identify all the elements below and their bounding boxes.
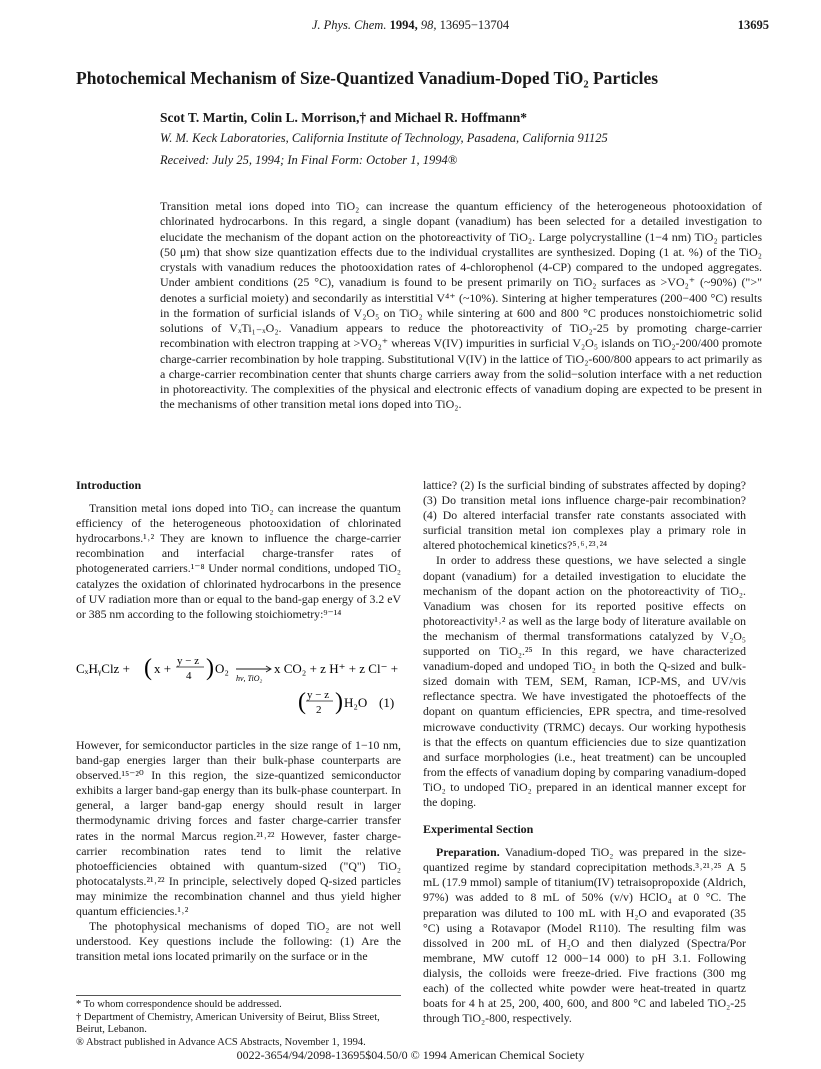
right-column <box>423 478 746 1026</box>
intro-paragraph-3: The photophysical mechanisms of doped TiO₂ are not well understood. Key questions include the following: (1) Are the transition metal ions located primarily on the surface or in the <box>76 919 401 964</box>
footnote-abstract-published: ® Abstract published in Advance ACS Abstracts, November 1, 1994. <box>76 1036 366 1048</box>
eq-h2o: H₂O <box>344 695 368 710</box>
left-column-lower <box>76 738 401 964</box>
page-number: 13695 <box>737 18 769 32</box>
eq-paren-open: ( <box>144 655 152 681</box>
copyright-footer: 0022-3654/94/2098-13695$04.50/0 © 1994 American Chemical Society <box>236 1048 585 1062</box>
eq-reactant: CₓHᵧClz + <box>76 661 130 676</box>
intro-paragraph-2: However, for semiconductor particles in the size range of 1−10 nm, band-gap energies larger than their bulk-phase counterparts are observed.¹⁵⁻²⁰ In this region, the size-quantized semiconductor exhibits a larger band-gap energy than its bulk-phase counterpart. In general, a larger band-gap energy should result in larger thermodynamic driving forces and faster charge-carrier transfer rates in the normal Marcus region.²¹˒²² However, faster charge-carrier recombination rates tend to limit the relative photoefficiencies obtained with quantum-sized ("Q") TiO₂ photocatalysts.²¹˒²² In principle, selectively doped Q-sized particles may minimize the recombination channel and thus yield higher quantum efficiencies.¹˒² <box>76 738 401 919</box>
journal-pages: 13695−13704 <box>439 18 510 32</box>
footnotes <box>76 995 401 1049</box>
eq-paren2-open: ( <box>298 689 306 715</box>
eq-paren2-close: ) <box>335 689 343 715</box>
eq-frac-num: y − z <box>177 655 200 667</box>
journal-name: J. Phys. Chem. <box>311 18 387 32</box>
introduction-heading: Introduction <box>76 478 142 492</box>
right-paragraph-2: In order to address these questions, we have selected a single dopant (vanadium) for a detailed investigation to elucidate the mechanism of the dopant action on the photoreactivity of TiO₂. Vanadium was chosen for its reported positive effects on photoreactivity¹˒² as well as the large body of literature available on the mechanism of thermal transformations catalyzed by V₂O₅ supported on TiO₂.²⁵ In this regard, we have characterized vanadium-doped and undoped TiO₂ in both the Q-sized and bulk-sized domain with TEM, SEM, Raman, ICP-MS, and UV/vis reflectance spectra. We have investigated the photoeffects of the dopant on quantum efficiencies, EPR spectra, and time-resolved microwave conductivity (TRMC) decays. Our working hypothesis is that the effects on quantum efficiencies due to size quantization and surface morphologies (i.e., heat treatment) can be uncoupled from the effects of vanadium doping by comparing vanadium-doped TiO₂ to undoped TiO₂ prepared in an identical manner except for the doping. <box>423 553 746 809</box>
eq-number: (1) <box>379 695 395 710</box>
footnote-department: † Department of Chemistry, American University of Beirut, Bliss Street, Beirut, Lebanon. <box>76 1011 380 1036</box>
preparation-label: Preparation. <box>436 845 500 860</box>
preparation-text: Vanadium-doped TiO₂ was prepared in the size-quantized regime by standard coprecipitation methods.³˒²¹˒²⁵ A 5 mL (17.9 mmol) sample of titanium(IV) tetraisopropoxide (Aldrich, 97%) was added to 8 mL of 50% (v/v) HClO₄ at 0 °C. The preparation was diluted to 100 mL with H₂O and evaporated (35 °C) using a Rotavapor (Model R110). The resulting film was dissolved in 200 mL of H₂O and then dialyzed (Spectra/Por membrane, MW cutoff 12 000−14 000) to pH 3.1. Following dialysis, the colloids were freeze-dried. Five fractions (300 mg each) of the collected white powder were heat-treated in quartz boats for 4 h at 25, 200, 400, 600, and 800 °C and labeled TiO₂-25 through TiO₂-800, respectively. <box>423 845 746 1026</box>
equation-1 <box>76 651 401 743</box>
eq-h2o-num: y − z <box>307 689 330 701</box>
preparation-paragraph <box>423 845 746 1026</box>
eq-products: x CO₂ + z H⁺ + z Cl⁻ + <box>274 661 399 676</box>
eq-arrow-label: hν, TiO₂ <box>236 674 263 683</box>
left-column <box>76 478 401 622</box>
received-dates: Received: July 25, 1994; In Final Form: October 1, 1994® <box>160 153 458 167</box>
journal-year: 1994, <box>389 18 418 32</box>
eq-coef-x: x + <box>154 661 172 676</box>
article-title: Photochemical Mechanism of Size-Quantized Vanadium-Doped TiO₂ Particles <box>76 68 659 88</box>
abstract: Transition metal ions doped into TiO₂ can increase the quantum efficiency of the heterogeneous photooxidation of chlorinated hydrocarbons. In this regard, a single dopant (vanadium) has been selected for a detailed investigation to elucidate the mechanism of the dopant action on the photoreactivity of TiO₂. Large polycrystalline (1−4 nm) TiO₂ particles (50 μm) that show size quantization effects due to the individual crystallites are synthesized. Doping (1 at. %) of the TiO₂ crystals with vanadium reduces the photooxidation rates of 4-chlorophenol (4-CP) compared to the undoped aggregates. Under ambient conditions (25 °C), vanadium is found to be present primarily on TiO₂ surfaces as >VO₂⁺ (~90%) (">" denotes a surficial moiety) and secondarily as interstitial V⁴⁺ (~10%). Sintering at higher temperatures (200−400 °C) results in the formation of surficial islands of V₂O₅ on TiO₂ while sintering at 600 and 800 °C produces nonstoichiometric solid solutions of VₓTi₁₋ₓO₂. Vanadium appears to reduce the photoreactivity of TiO₂-25 by promoting charge-carrier recombination with electron trapping at >VO₂⁺ whereas V(IV) impurities in surficial V₂O₅ islands on TiO₂-200/400 promote charge-carrier recombination by hole trapping. Substitutional V(IV) in the lattice of TiO₂-600/800 appears to act primarily as a charge-carrier recombination center that shunts charge carriers away from the solid−solution interface with a net reduction in photoreactivity. The complexities of the physical and electronic effects of vanadium doping are expected to be present in the mechanisms of other transition metal ions doped into TiO₂. <box>160 199 762 412</box>
eq-paren-close: ) <box>206 655 214 681</box>
right-paragraph-1: lattice? (2) Is the surficial binding of substrates affected by doping? (3) Do transition metal ions influence charge-pair recombination? (4) Do altered interfacial transfer rate constants associated with surficial transition metal ion complexes play a primary role in altered photochemical kinetics?⁵˒⁶˒²³˒²⁴ <box>423 478 746 553</box>
eq-o2: O₂ <box>215 661 229 676</box>
experimental-heading: Experimental Section <box>423 822 534 837</box>
intro-paragraph-1: Transition metal ions doped into TiO₂ can increase the quantum efficiency of the heterogeneous photooxidation of chlorinated hydrocarbons.¹˒² They are known to influence the charge-carrier recombination and interfacial charge-transfer rates of photogenerated carriers.¹⁻⁸ Under normal conditions, undoped TiO₂ catalyzes the oxidation of chlorinated hydrocarbons in the presence of UV radiation more than or equal to the band-gap energy of 3.2 eV or 385 nm according to the following stoichiometry:⁹⁻¹⁴ <box>76 501 401 621</box>
affiliation: W. M. Keck Laboratories, California Institute of Technology, Pasadena, California 91125 <box>160 131 608 145</box>
author-list: Scot T. Martin, Colin L. Morrison,† and Michael R. Hoffmann* <box>160 110 527 125</box>
equation-svg <box>76 651 401 743</box>
eq-frac-den: 4 <box>186 670 192 682</box>
running-header <box>0 18 821 33</box>
journal-volume: 98, <box>420 18 437 32</box>
footnote-correspondence: * To whom correspondence should be addressed. <box>76 999 282 1010</box>
eq-h2o-den: 2 <box>316 704 322 716</box>
